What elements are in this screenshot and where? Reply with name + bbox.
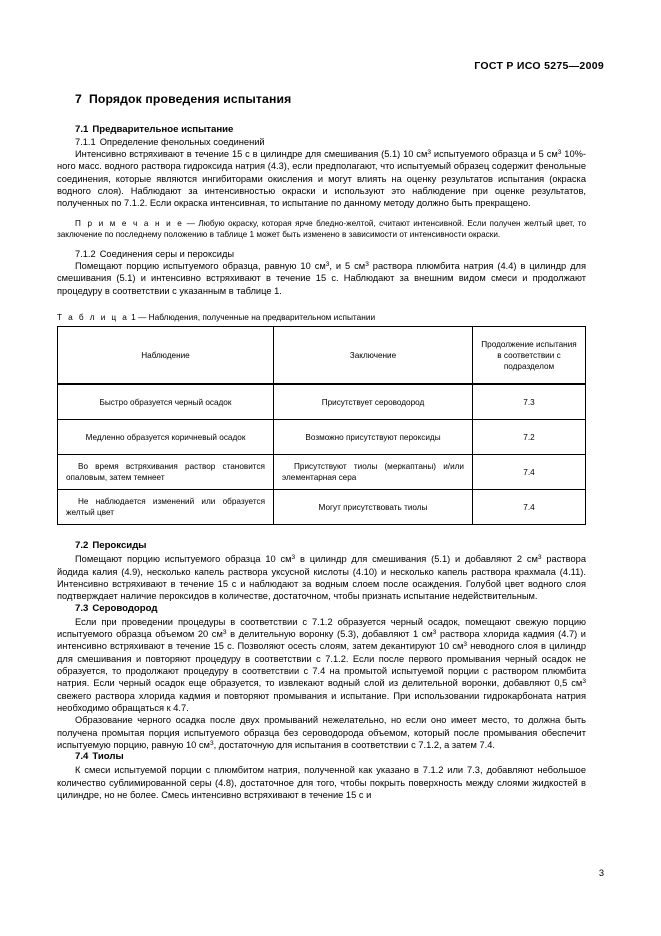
cell-conclusion: Возможно присутствуют пероксиды: [274, 420, 473, 455]
section-7-1-1-paragraph: [57, 148, 586, 210]
table-head: [58, 327, 586, 385]
cell-subclause: 7.4: [473, 490, 586, 525]
cell-observation: Во время встряхивания раствор становится опаловым, затем темнеет: [58, 455, 274, 490]
cell-observation: Не наблюдается изменений или образуется желтый цвет: [58, 490, 274, 525]
para-text-c: 10%-ного масс. водного раствора гидроксида натрия (4.3), если предполагают, что испытуемый образец содержит фенольные соединения, которые являются ингибиторами окисления и могут влиять на оценку результатов испытания (окраска водного слоя). Наблюдают за интенсивностью окраски и используют это наблюдение при оценке результатов, полученных по 7.1.2. Если окраска интенсивная, то испытание по данному методу должно быть прекращено.: [57, 149, 586, 209]
page-header-standard-id: ГОСТ Р ИСО 5275—2009: [474, 60, 604, 72]
section-7-2-title: Пероксиды: [92, 540, 147, 552]
table-caption-dash: —: [138, 312, 147, 323]
section-7-3-number: 7.3: [75, 602, 89, 614]
cell-observation: Медленно образуется коричневый осадок: [58, 420, 274, 455]
section-7-1-1-number: 7.1.1: [75, 137, 96, 147]
section-7-1-2-title: Соединения серы и пероксиды: [99, 249, 235, 260]
section-7-1-2-paragraph: [57, 260, 586, 297]
section-7-2-heading: [57, 540, 586, 551]
table-1-observations: [57, 326, 586, 525]
section-7-4-number: 7.4: [75, 751, 89, 763]
section-7-2-paragraph: [57, 553, 586, 602]
table-caption-title: Наблюдения, полученные на предварительном испытании: [148, 312, 376, 323]
section-7-3-paragraph-2: [57, 714, 586, 751]
column-header-subclause-line2: в соответствии с: [497, 350, 561, 360]
table-row: [58, 455, 586, 490]
table-row: [58, 490, 586, 525]
table-header-row: [58, 327, 586, 385]
spacer: [57, 240, 586, 249]
para-text-c: раствора хлорида кадмия (4.7) и интенсивно встряхивают в течение 15 с. Позволяют осесть слоям, затем декантируют 10 см: [57, 628, 586, 652]
spacer: [57, 525, 586, 540]
column-header-observation: Наблюдение: [58, 327, 274, 385]
superscript-cubic: 3: [209, 739, 214, 747]
note-text: — Любую окраску, которая ярче бледно-желтой, считают интенсивной. Если получен желтый цвет, то заключение по последнему положению в таблице 1 может быть изменено в зависимости от интенсивности окраски.: [57, 218, 586, 239]
section-7-1-heading: [57, 124, 586, 135]
para-text-b: , и 5 см: [329, 261, 366, 272]
section-7-1-2-heading: [57, 249, 586, 259]
para-text-c: раствора йодида калия (4.9), несколько капель раствора уксусной кислоты (4.10) и несколько капель раствора крахмала (4.11). Интенсивно встряхивают в течение 15 с и наблюдают за водным слоем после осаждения. Голубой цвет водного слоя подтверждает наличие пероксидов в количестве, достаточном, чтобы признать испытание недействительным.: [57, 554, 586, 602]
note-label: П р и м е ч а н и е: [75, 218, 184, 228]
cell-conclusion: Присутствует сероводород: [274, 384, 473, 420]
cell-subclause: 7.3: [473, 384, 586, 420]
para-text-b: в делительную воронку (5.3), добавляют 1 см: [226, 628, 433, 639]
para-text-e: свежего раствора хлорида кадмия и повторяют промывания и испытание. При использовании гидрокарбоната натрия необходимо обращаться к 4.7.: [57, 690, 586, 713]
column-header-subclause-line1: Продолжение испытания: [481, 339, 577, 349]
column-header-conclusion: Заключение: [274, 327, 473, 385]
cell-conclusion: Присутствуют тиолы (меркаптаны) и/или элементарная сера: [274, 455, 473, 490]
clause-7-number: 7: [75, 92, 82, 106]
section-7-3-paragraph-1: [57, 616, 586, 715]
superscript-cubic: 3: [222, 628, 227, 636]
para-text-d: неводного слоя в цилиндр для смешивания и повторяют процедуру в соответствии с 7.1.2. Если после первого промывания черный осадок не образуется, то продолжают процедуру в соответствии с 7.4 на промытой испытуемой порции с раствором плюмбита натрия. Если черный осадок еще образуется, то извлекают водный слой из делительной воронки, добавляют 0,5 см: [57, 641, 586, 689]
section-7-3-heading: [57, 603, 586, 614]
para-text-a: Помещают порцию испытуемого образца, равную 10 см: [75, 261, 326, 272]
table-1-caption: [57, 312, 586, 322]
superscript-cubic: 3: [432, 628, 437, 636]
section-7-1-2-number: 7.1.2: [75, 249, 96, 260]
para-text-a: Помещают порцию испытуемого образца 10 см: [75, 554, 292, 565]
section-7-4-heading: [57, 751, 586, 762]
table-body: [58, 384, 586, 525]
table-row: [58, 384, 586, 420]
superscript-cubic: 3: [537, 553, 542, 561]
section-7-1-number: 7.1: [75, 124, 89, 135]
para-text-a: Если при проведении процедуры в соответствии с 7.1.2 образуется черный осадок, помещают свежую порцию испытуемого образца объемом 20 см: [57, 616, 586, 639]
cell-conclusion: Могут присутствовать тиолы: [274, 490, 473, 525]
cell-observation: Быстро образуется черный осадок: [58, 384, 274, 420]
para-text-a: Интенсивно встряхивают в течение 15 с в цилиндре для смешивания (5.1) 10 см: [75, 149, 428, 159]
cell-subclause: 7.4: [473, 455, 586, 490]
section-7-2-number: 7.2: [75, 540, 89, 552]
section-7-1-1-title: Определение фенольных соединений: [99, 137, 265, 147]
clause-7-title: Порядок проведения испытания: [88, 92, 292, 106]
cell-subclause: 7.2: [473, 420, 586, 455]
para-text-a: Образование черного осадка после двух промываний нежелательно, но если оно имеет место, то должна быть получена промытая порция испытуемого образца без сероводорода объемом, который после промывания обеспечит испытуемую порцию, равную 10 см: [57, 715, 586, 750]
table-caption-number: 1: [131, 312, 136, 323]
superscript-cubic: 3: [291, 553, 296, 561]
section-7-3-title: Сероводород: [92, 602, 158, 614]
section-7-1-1-note: [57, 218, 586, 240]
para-text-c: раствора плюмбита натрия (4.4) в цилиндр для смешивания (5.1) и интенсивно встряхивают в течение 15 с. Наблюдают за внешним видом смеси и продолжают процедуру в соответствии с указанным в таблице 1.: [57, 261, 586, 296]
table-row: [58, 420, 586, 455]
section-7-4-paragraph: К смеси испытуемой порции с плюмбитом натрия, полученной как указано в 7.1.2 или 7.3, добавляют небольшое количество сублимированной серы (4.8), достаточное для того, чтобы покрыть поверхность между слоями жидкостей в цилиндре, но не более. Смесь интенсивно встряхивают в течение 15 с и: [57, 765, 586, 800]
superscript-cubic: 3: [427, 148, 432, 156]
superscript-cubic: 3: [325, 260, 330, 268]
page-content: [57, 92, 586, 801]
superscript-cubic: 3: [582, 678, 586, 686]
para-text-b: , достаточную для испытания в соответствии с 7.1.2, а затем 7.4.: [213, 739, 495, 750]
section-7-1-title: Предварительное испытание: [92, 124, 234, 135]
column-header-subclause: [473, 327, 586, 385]
superscript-cubic: 3: [463, 641, 468, 649]
table-caption-label: Т а б л и ц а: [57, 312, 129, 323]
section-7-4-title: Тиолы: [92, 751, 124, 763]
para-text-b: испытуемого образца и 5 см: [431, 149, 558, 159]
superscript-cubic: 3: [557, 148, 562, 156]
section-7-1-1-heading: [57, 137, 586, 147]
column-header-subclause-line3: подразделом: [503, 361, 555, 371]
superscript-cubic: 3: [365, 260, 369, 268]
spacer: [57, 297, 586, 312]
page-number: 3: [598, 868, 604, 878]
para-text-b: в цилиндр для смешивания (5.1) и добавляют 2 см: [295, 554, 538, 565]
clause-7-heading: [57, 92, 586, 106]
